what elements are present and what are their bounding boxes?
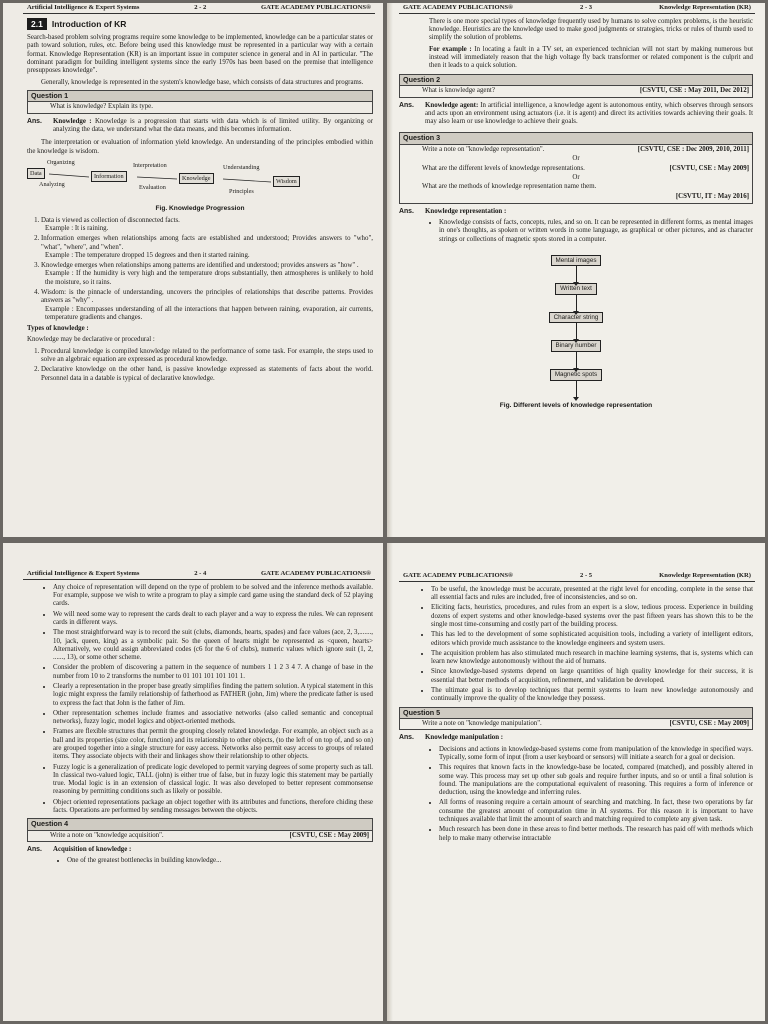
level-box: Character string <box>549 312 604 324</box>
list-item: 1. Procedural knowledge is compiled knowledge related to the performance of some task. For example, the steps used to solve an algebraic equation are expressed as procedural knowledge. <box>41 348 373 365</box>
question-text: Write a note on "knowledge manipulation". <box>422 720 542 728</box>
question-box <box>399 707 753 731</box>
answer-label: Ans. <box>399 207 414 215</box>
level-box: Mental images <box>551 255 602 267</box>
header-page: 2 - 5 <box>580 572 593 579</box>
list-item: 4. Wisdom: is the pinnacle of understanding, uncovers the principles of relationships that describe patterns. Provides answers as "why" . Example : Encompasses understanding of all the interactions that happen between raining, evaporation, air currents, temperature gradients and changes. <box>41 289 373 322</box>
question-text: What is knowledge? Explain its type. <box>50 103 153 111</box>
page-header <box>23 569 375 580</box>
question-ref: [CSVTU, CSE : May 2009] <box>289 831 369 839</box>
page-header <box>23 3 375 14</box>
question-label: Question 2 <box>400 75 752 87</box>
intro-paragraph: Generally, knowledge is represented in the system's knowledge base, which consists of data structures and programs. <box>41 78 364 86</box>
question-ref: [CSVTU, CSE : Dec 2009, 2010, 2011] <box>637 146 749 153</box>
answer-label: Ans. <box>27 117 42 125</box>
page-2-3 <box>387 3 765 537</box>
types-heading: Types of knowledge : <box>27 325 89 333</box>
list-item: • To be useful, the knowledge must be accurate, presented at the right level for encoding, complete in the sense that all essential facts and rules are included, free of inconsistencies, and so on. <box>431 586 753 603</box>
list-item: • Other representation schemes include frames and associative networks (also called semantic and conceptual networks), fuzzy logic, model logics and object-oriented methods. <box>53 710 373 727</box>
page-header <box>399 3 755 14</box>
header-right: GATE ACADEMY PUBLICATIONS® <box>261 570 371 577</box>
example-label: For example : <box>429 45 472 53</box>
page-header <box>399 571 755 582</box>
section-number: 2.1 <box>27 18 47 30</box>
list-item: • One of the greatest bottlenecks in building knowledge... <box>67 857 373 865</box>
list-item: • Frames are flexible structures that permit the grouping closely related knowledge. For example, an object such as a ball and its properties (size color, function) and its relationship to other objects, (to the left of on top of, and so on) are grouped together into a single structure for easy access. Networks also permit easy access to groups of related items. They associate objects with their and linkages show their relationship to other objects. <box>53 728 373 761</box>
figure-caption: Fig. Different levels of knowledge representation <box>499 401 653 409</box>
list-item: • Clearly a representation in the proper base greatly simplifies finding the pattern solution. A typical statement in this logic might express the family relationship of fatherhood as FATHER (john, Jim) where the predicate father is used to express the fact that John is the father of Jim. <box>53 683 373 708</box>
box-wisdom: Wisdom <box>273 176 300 187</box>
answer-heading: Knowledge representation : <box>425 207 507 215</box>
answer-text: Knowledge is a progression that starts with data which is of limited utility. By organizing or analyzing the data, we understand what the data means, and this becomes information. <box>53 117 373 133</box>
list-item: 2. Information emerges when relationships among facts are established and understood; Provides answers to "who", "what", "where", and "when". Example : The temperature dropped 15 degrees and then it started raining. <box>41 235 373 260</box>
list-item: • The ultimate goal is to develop techniques that permit systems to learn new knowledge autonomously and continually improve the quality of the knowledge they possess. <box>431 687 753 704</box>
list-item: • Much research has been done in these areas to find better methods. The research has paid off with methods which help to make many otherwise intractable <box>439 826 753 843</box>
list-item: • The most straightforward way is to record the suit (clubs, diamonds, hearts, spades) and face values (ace, 2, 3,......., 10, jack, queen, king) as a symbolic pair. So the queen of hearts might be represented as <queen, hearts> Alternatively, we could assign abbreviated codes (c6 for the 6 of clubs), numeric values which ignore suit (1, 2, ......, 13), or some other scheme. <box>53 629 373 662</box>
list-item: • Consider the problem of discovering a pattern in the sequence of numbers 1 1 2 3 4 7. A change of base in the number from 10 to 2 transforms the number to 01 101 101 101 101 1. <box>53 664 373 681</box>
types-list <box>27 348 373 383</box>
question-box <box>27 90 373 114</box>
types-intro: Knowledge may be declarative or procedural : <box>27 336 155 344</box>
list-item: • Decisions and actions in knowledge-based systems come from manipulation of the knowledge in specified ways. Typically, some form of input (from a user keyboard or sensors) will initiate a search for a goal or decision. <box>439 746 753 763</box>
header-page: 2 - 4 <box>194 570 207 577</box>
label-interpretation: Interpretation <box>133 161 167 169</box>
answer-label: Ans. <box>399 101 414 109</box>
list-item: • Since knowledge-based systems depend on large quantities of high quality knowledge for their success, it is essential that better methods of acquisition, refinement, and validation be developed. <box>431 668 753 685</box>
list-item: • Fuzzy logic is a generalization of predicate logic developed to permit varying degrees of some property such as tall. In classical two-valued logic, TALL (john) is either true of false, but in fuzzy logic this statement may be partially true. Modal logic is in an extension of classical logic. It was also developed to better represent commonsense reasoning by permitting conditions such as likely or possible. <box>53 764 373 797</box>
question-box <box>27 818 373 842</box>
answer-label: Ans. <box>27 846 42 854</box>
question-text: Write a note on "knowledge acquisition". <box>50 831 164 839</box>
header-page: 2 - 3 <box>580 4 593 11</box>
representation-levels-diagram <box>399 255 753 398</box>
question-ref: [CSVTU, CSE : May 2011, Dec 2012] <box>639 87 749 95</box>
question-box <box>399 74 753 98</box>
header-page: 2 - 2 <box>194 4 207 11</box>
question-text: What are the methods of knowledge representation name them. <box>422 183 597 191</box>
question-box <box>399 132 753 203</box>
answer-block <box>399 208 753 247</box>
list-item: 3. Knowledge emerges when relationships among patterns are identified and understood; provides answers as "how" . Example : If the humidity is very high and the temperature drops substantially, then atmospheres is unlikely to hold the moisture, so it rains. <box>41 262 373 287</box>
list-item: • Any choice of representation will depend on the type of problem to be solved and the inference methods available. For example, suppose we wish to write a program to play a simple card game using the standard deck of 52 playing cards. <box>53 584 373 609</box>
question-ref: [CSVTU, IT : May 2016] <box>675 193 749 201</box>
answer-block <box>399 734 753 845</box>
page-2-5 <box>387 543 765 1021</box>
answer-heading: Acquisition of knowledge : <box>53 846 132 854</box>
label-evaluation: Evaluation <box>139 183 166 191</box>
list-item: • We will need some way to represent the cards dealt to each player and a way to express the rules. We can represent cards in different ways. <box>53 611 373 628</box>
level-box: Magnetic spots <box>550 369 602 381</box>
question-text: Write a note on "knowledge representation". <box>422 146 545 153</box>
list-item: 1. Data is viewed as collection of disconnected facts. Example : It is raining. <box>41 217 373 234</box>
section-title: Introduction of KR <box>51 18 127 29</box>
answer-block <box>27 846 373 869</box>
question-ref: [CSVTU, CSE : May 2009] <box>669 720 749 728</box>
box-knowledge: Knowledge <box>179 173 214 184</box>
answer-heading: Knowledge manipulation : <box>425 734 504 742</box>
label-principles: Principles <box>229 187 254 195</box>
level-box: Binary number <box>551 340 602 352</box>
list-item: 2. Declarative knowledge on the other hand, is passive knowledge expressed as statements of facts about the world. Personnel data in a datable is typical of declarative knowledge. <box>41 366 373 383</box>
answer-block <box>27 118 373 138</box>
list-item: • All forms of reasoning require a certain amount of searching and matching. In fact, these two operations by far consume the greatest amount of computation time in AI systems. For this reason it is important to have techniques available that limit the amount of search and matching required to complete any given task. <box>439 799 753 824</box>
box-information: Information <box>91 171 127 182</box>
or-separator: Or <box>572 155 580 163</box>
label-analyzing: Analyzing <box>39 180 65 188</box>
header-right: GATE ACADEMY PUBLICATIONS® <box>261 4 371 11</box>
intro-paragraph: Search-based problem solving programs require some knowledge to be implemented, knowledge can be a particular states or path toward solution, rules, etc. Before being used this knowledge must be represented in a particular way with a certain format. Knowledge Representation (KR) is an important issue in computer science in general and in AI in particular. "The dominant paradigm for building intelligent systems since the early 1970s has been based on the premise that intelligence presupposes knowledge". <box>27 34 373 75</box>
list-item: • Object oriented representations package an object together with its attributes and functions, therefore chiding these facts. Operations are performed by sending messages between the objects. <box>53 799 373 816</box>
header-left: Artificial Intelligence & Expert Systems <box>27 4 140 11</box>
list-item: • Eliciting facts, heuristics, procedures, and rules from an expert is a slow, tedious process. Experience in building dozens of expert systems and other knowledge-based systems over the past fifteen years has shown this to be the single most time-consuming and costly part of the building process. <box>431 604 753 629</box>
acquisition-bullets <box>417 586 753 704</box>
list-item: • The acquisition problem has also stimulated much research in machine learning systems, that is, systems which can learn new knowledge autonomously without the aid of humans. <box>431 650 753 667</box>
page-2-4 <box>3 543 383 1021</box>
level-box: Written text <box>555 283 597 295</box>
list-item: • Knowledge consists of facts, concepts, rules, and so on. It can be represented in different forms, as mental images in one's thoughts, as spoken or written words in some language, as graphical or other pictures, and as character strings or collections of magnetic spots stored in a computer. <box>439 219 753 244</box>
section-heading <box>27 18 373 30</box>
figure-caption: Fig. Knowledge Progression <box>155 204 245 212</box>
progression-arrows <box>27 159 327 203</box>
header-right: Knowledge Representation (KR) <box>659 572 751 579</box>
header-left: GATE ACADEMY PUBLICATIONS® <box>403 572 513 579</box>
header-right: Knowledge Representation (KR) <box>659 4 751 11</box>
question-label: Question 1 <box>28 91 372 103</box>
question-label: Question 5 <box>400 708 752 720</box>
header-left: GATE ACADEMY PUBLICATIONS® <box>403 4 513 11</box>
page-2-2 <box>3 3 383 537</box>
example-text: In locating a fault in a TV set, an experienced technician will not start by making numerous but instead will immediately reason that the high voltage fly back transformer or related component is the culprit and then it leads to a quick solution. <box>429 45 753 70</box>
answer-block <box>399 102 753 130</box>
question-ref: [CSVTU, CSE : May 2009] <box>669 164 749 172</box>
representation-bullets <box>39 584 373 815</box>
heuristic-paragraph: There is one more special types of knowledge frequently used by humans to solve complex problems, is the heuristic knowledge. Heuristics are the knowledge used to make good judgments or strategies, tricks or rules of thumb used to simplify the solution of problems. <box>429 17 753 42</box>
or-separator: Or <box>572 173 580 181</box>
knowledge-progression-diagram <box>27 159 373 203</box>
question-text: What is knowledge agent? <box>422 87 495 95</box>
answer-text: In artificial intelligence, a knowledge agent is autonomous entity, which observes through sensors and acts upon an environment using actuators (i.e. it is agent) and direct its activities towards achieving their goals. It may also learn or use knowledge to achieve their goals. <box>425 101 753 126</box>
question-label: Question 4 <box>28 819 372 831</box>
label-understanding: Understanding <box>223 163 260 171</box>
question-text: What are the different levels of knowledge representations. <box>422 164 585 172</box>
header-left: Artificial Intelligence & Expert Systems <box>27 570 140 577</box>
answer-text: The interpretation or evaluation of information yield knowledge. An understanding of the principles embodied within the knowledge is wisdom. <box>27 139 373 155</box>
list-item: • This has led to the development of some sophisticated acquisition tools, including a variety of intelligent editors, editors which provide much assistance to the knowledge engineers and system users. <box>431 631 753 648</box>
list-item: • This requires that known facts in the knowledge-base be located, compared (matched), and possibly altered in some way. This process may set up other sub goals and require further inputs, and so or until a final solution is found. The manipulations are the computational equivalent of reasoning. This requires a form of inference or deduction, using the knowledge and inferring rules. <box>439 764 753 797</box>
progression-steps <box>27 217 373 322</box>
answer-term: Knowledge agent: <box>425 101 479 109</box>
answer-term: Knowledge : <box>53 117 92 125</box>
answer-label: Ans. <box>399 734 414 742</box>
question-label: Question 3 <box>400 133 752 145</box>
label-organizing: Organizing <box>47 158 75 166</box>
box-data: Data <box>27 168 45 179</box>
